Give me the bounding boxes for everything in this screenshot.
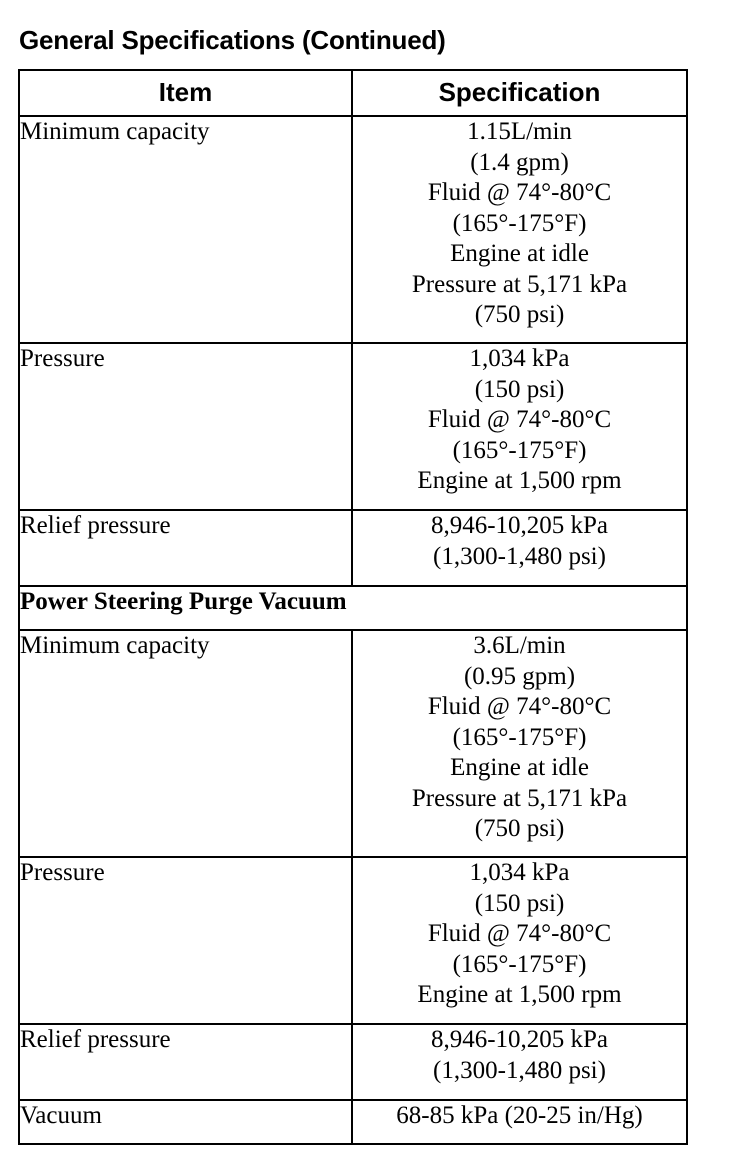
table-row (19, 1024, 687, 1100)
table-row (19, 857, 687, 1024)
spec-line: 3.6L/min (473, 632, 566, 659)
spec-line: 1,034 kPa (469, 345, 570, 372)
specification-cell (352, 1024, 687, 1100)
item-cell: Vacuum (19, 1100, 352, 1144)
table-header-row (19, 70, 687, 116)
item-cell: Minimum capacity (19, 116, 352, 343)
spec-line: (165°-175°F) (452, 723, 587, 751)
spec-line: 68-85 kPa (20-25 in/Hg) (396, 1102, 643, 1129)
specifications-table (18, 69, 688, 1145)
spec-line: Fluid @ 74°-80°C (427, 406, 612, 433)
spec-line: Engine at idle (450, 754, 589, 781)
table-row (19, 343, 687, 510)
table-row (19, 1100, 687, 1144)
section-heading: Power Steering Purge Vacuum (19, 586, 687, 630)
specification-cell (352, 630, 687, 857)
spec-line: 1.15L/min (467, 118, 572, 145)
item-cell: Pressure (19, 343, 352, 510)
specification-cell (352, 343, 687, 510)
spec-line: Engine at 1,500 rpm (417, 467, 622, 494)
spec-line: (1,300-1,480 psi) (433, 542, 606, 570)
page-title: General Specifications (Continued) (19, 25, 446, 55)
item-cell: Pressure (19, 857, 352, 1024)
spec-line: 8,946-10,205 kPa (430, 512, 609, 539)
spec-line: 8,946-10,205 kPa (430, 1026, 609, 1053)
spec-line: (150 psi) (474, 375, 565, 403)
item-cell: Minimum capacity (19, 630, 352, 857)
spec-line: Fluid @ 74°-80°C (427, 179, 612, 206)
spec-line: Fluid @ 74°-80°C (427, 920, 612, 947)
spec-line: (750 psi) (474, 815, 565, 842)
spec-line: (1,300-1,480 psi) (433, 1056, 606, 1084)
spec-line: (1.4 gpm) (470, 148, 569, 176)
spec-line: (165°-175°F) (452, 436, 587, 464)
item-cell: Relief pressure (19, 1024, 352, 1100)
specification-cell (352, 1100, 687, 1144)
table-row (19, 510, 687, 586)
spec-line: (150 psi) (474, 889, 565, 917)
specification-cell (352, 116, 687, 343)
column-header-specification: Specification (352, 70, 687, 116)
spec-line: Fluid @ 74°-80°C (427, 693, 612, 720)
spec-line: (750 psi) (474, 301, 565, 328)
spec-line: Engine at idle (450, 240, 589, 267)
item-cell: Relief pressure (19, 510, 352, 586)
specification-cell (352, 857, 687, 1024)
section-heading-row (19, 586, 687, 630)
specification-cell (352, 510, 687, 586)
table-row (19, 116, 687, 343)
spec-line: (165°-175°F) (452, 209, 587, 237)
column-header-item: Item (19, 70, 352, 116)
spec-line: Pressure at 5,171 kPa (411, 270, 628, 298)
spec-line: 1,034 kPa (469, 859, 570, 886)
spec-line: Pressure at 5,171 kPa (411, 784, 628, 812)
spec-line: (0.95 gpm) (463, 662, 576, 690)
spec-line: Engine at 1,500 rpm (417, 981, 622, 1008)
spec-line: (165°-175°F) (452, 950, 587, 978)
table-row (19, 630, 687, 857)
